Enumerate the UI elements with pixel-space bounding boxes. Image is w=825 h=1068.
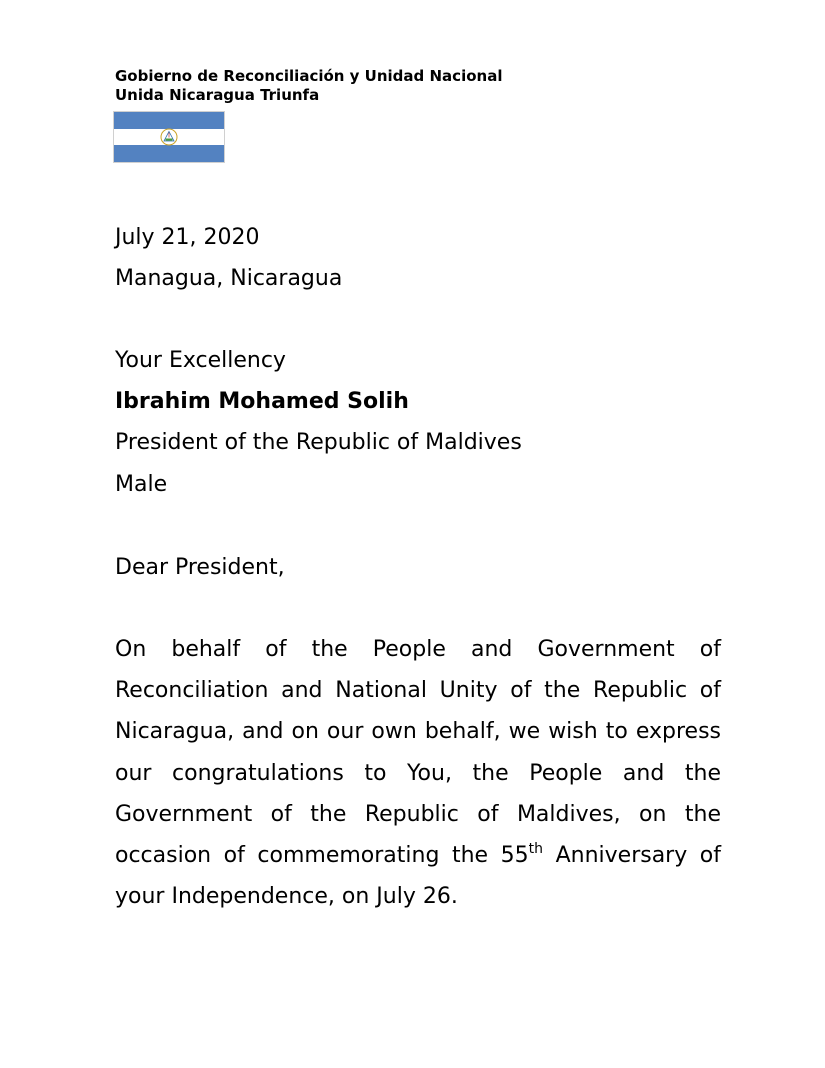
letter-body-paragraph bbox=[115, 629, 721, 917]
salutation-title: Your Excellency bbox=[115, 348, 286, 373]
ordinal-suffix: th bbox=[528, 841, 544, 858]
letterhead bbox=[115, 67, 502, 105]
recipient-position: President of the Republic of Maldives bbox=[115, 430, 522, 455]
nicaragua-flag bbox=[114, 112, 224, 162]
flag-band-top bbox=[114, 112, 224, 129]
coat-of-arms-icon bbox=[159, 128, 179, 146]
flag-band-bottom bbox=[114, 145, 224, 162]
greeting: Dear President, bbox=[115, 555, 285, 580]
letter-place: Managua, Nicaragua bbox=[115, 266, 343, 291]
body-text-end: Anniversary of your Independence, on July 26. bbox=[115, 843, 721, 910]
letter-date: July 21, 2020 bbox=[115, 225, 260, 250]
letterhead-slogan: Unida Nicaragua Triunfa bbox=[115, 86, 320, 104]
recipient-name: Ibrahim Mohamed Solih bbox=[115, 389, 409, 414]
body-text-main: On behalf of the People and Government of Reconciliation and National Unity of the Republic of Nicaragua, and on our own behalf, we wish to express our congratulations to You, the People and the Government of the Republic of Maldives, on the occasion of commemorating the 55 bbox=[115, 637, 721, 869]
letterhead-government-name: Gobierno de Reconciliación y Unidad Nacional bbox=[115, 67, 503, 85]
recipient-city: Male bbox=[115, 472, 168, 497]
